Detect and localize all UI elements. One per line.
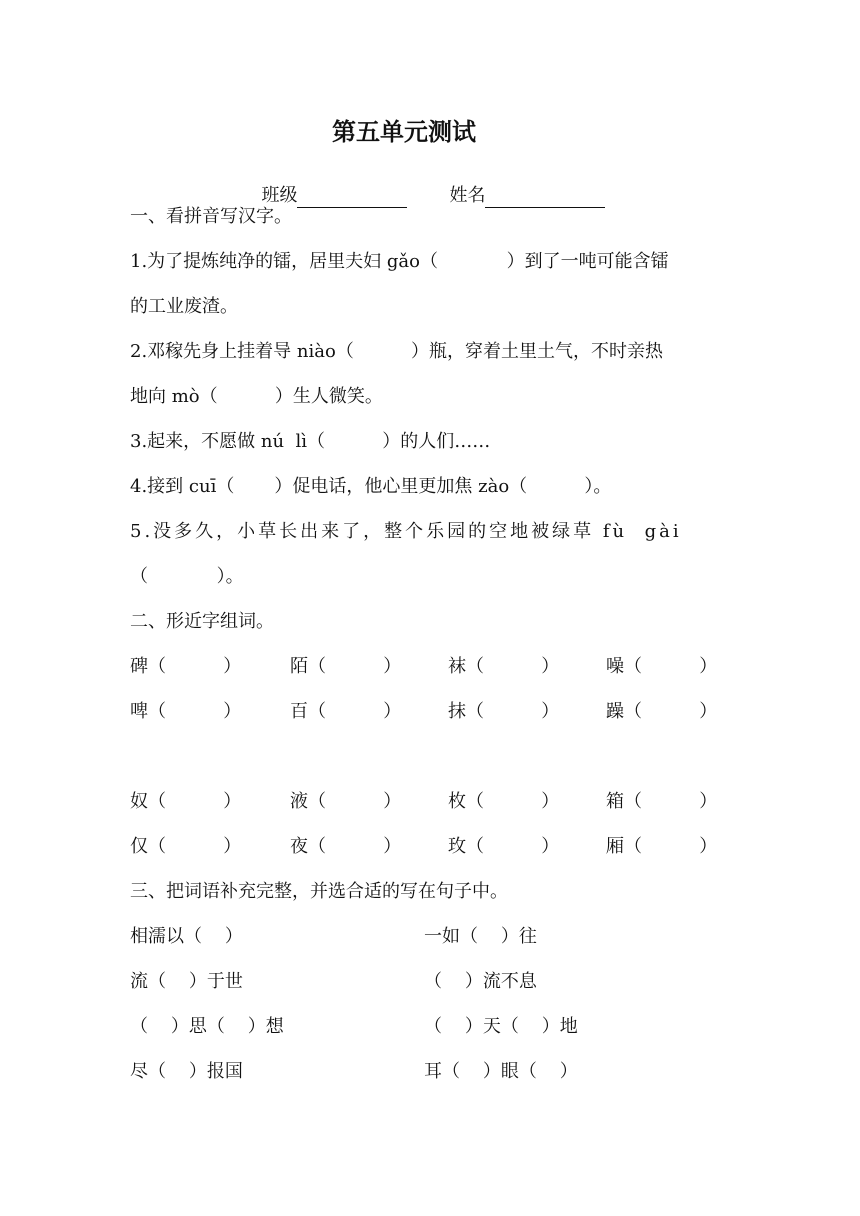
- idiom-cell: （ ）思（ ）想: [130, 1016, 284, 1037]
- word-cell: 玫（ ）: [448, 836, 560, 857]
- question-4: 4.接到 cuī（ ）促电话，他心里更加焦 zào（ ）。: [130, 476, 612, 497]
- section2-heading: 二、形近字组词。: [130, 611, 274, 632]
- idiom-cell: （ ）天（ ）地: [424, 1016, 578, 1037]
- word-cell: 袜（ ）: [448, 656, 560, 677]
- student-info-row: [250, 160, 605, 208]
- word-cell: 噪（ ）: [606, 656, 718, 677]
- class-field[interactable]: [297, 187, 407, 208]
- idiom-cell: 流（ ）于世: [130, 971, 243, 992]
- word-cell: 抹（ ）: [448, 701, 560, 722]
- section3-heading: 三、把词语补充完整，并选合适的写在句子中。: [130, 881, 508, 902]
- page-title: 第五单元测试: [332, 118, 476, 146]
- word-cell: 枚（ ）: [448, 791, 560, 812]
- idiom-cell: 耳（ ）眼（ ）: [424, 1061, 578, 1082]
- word-cell: 碑（ ）: [130, 656, 242, 677]
- word-cell: 啤（ ）: [130, 701, 242, 722]
- idiom-cell: （ ）流不息: [424, 971, 537, 992]
- name-label: 姓名: [449, 185, 486, 206]
- question-2-line1: 2.邓稼先身上挂着导 niào（ ）瓶，穿着土里土气，不时亲热: [130, 341, 664, 362]
- question-3: 3.起来，不愿做 nú lì（ ）的人们……: [130, 431, 491, 452]
- word-cell: 仅（ ）: [130, 836, 242, 857]
- question-5-line2: （ ）。: [130, 566, 244, 587]
- idiom-cell: 尽（ ）报国: [130, 1061, 243, 1082]
- question-5-line1: 5.没多久，小草长出来了，整个乐园的空地被绿草 fù gài: [130, 521, 682, 542]
- name-field[interactable]: [485, 187, 605, 208]
- word-cell: 厢（ ）: [606, 836, 718, 857]
- word-cell: 液（ ）: [290, 791, 402, 812]
- question-2-line2: 地向 mò（ ）生人微笑。: [130, 386, 383, 407]
- word-cell: 躁（ ）: [606, 701, 718, 722]
- word-cell: 奴（ ）: [130, 791, 242, 812]
- question-1-line2: 的工业废渣。: [130, 296, 238, 317]
- idiom-cell: 一如（ ）往: [424, 926, 537, 947]
- section1-heading: 一、看拼音写汉字。: [130, 206, 292, 227]
- word-cell: 百（ ）: [290, 701, 402, 722]
- word-cell: 陌（ ）: [290, 656, 402, 677]
- word-cell: 箱（ ）: [606, 791, 718, 812]
- idiom-cell: 相濡以（ ）: [130, 926, 243, 947]
- class-label: 班级: [261, 185, 298, 206]
- word-cell: 夜（ ）: [290, 836, 402, 857]
- question-1-line1: 1.为了提炼纯净的镭，居里夫妇 gǎo（ ）到了一吨可能含镭: [130, 251, 669, 272]
